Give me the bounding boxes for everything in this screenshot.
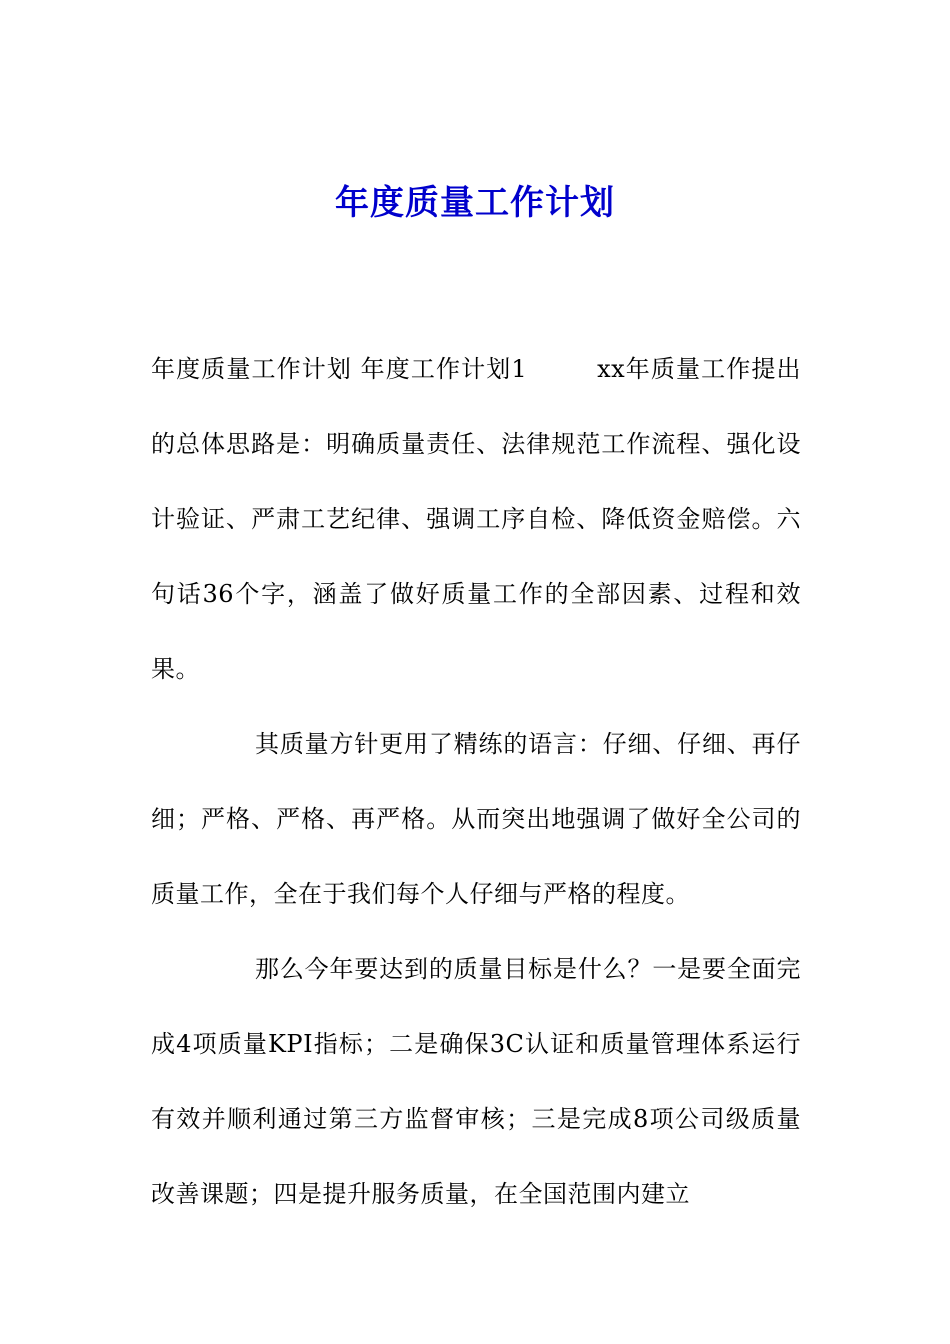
paragraph-1: 年度质量工作计划 年度工作计划1 xx年质量工作提出的总体思路是：明确质量责任、法律规范工作流程、强化设计验证、严肃工艺纪律、强调工序自检、降低资金赔偿。六句话36个字，涵盖了做好质量工作的全部因素、过程和效果。 bbox=[151, 355, 801, 683]
paragraph-3: 那么今年要达到的质量目标是什么？一是要全面完成4项质量KPI指标；二是确保3C认证和质量管理体系运行有效并顺利通过第三方监督审核；三是完成8项公司级质量改善课题；四是提升服务质量，在全国范围内建立 bbox=[151, 955, 801, 1208]
paragraph-2: 其质量方针更用了精练的语言：仔细、仔细、再仔细；严格、严格、再严格。从而突出地强调了做好全公司的质量工作，全在于我们每个人仔细与严格的程度。 bbox=[151, 730, 801, 908]
document-body bbox=[151, 332, 801, 1232]
document-title: 年度质量工作计划 bbox=[335, 183, 615, 223]
